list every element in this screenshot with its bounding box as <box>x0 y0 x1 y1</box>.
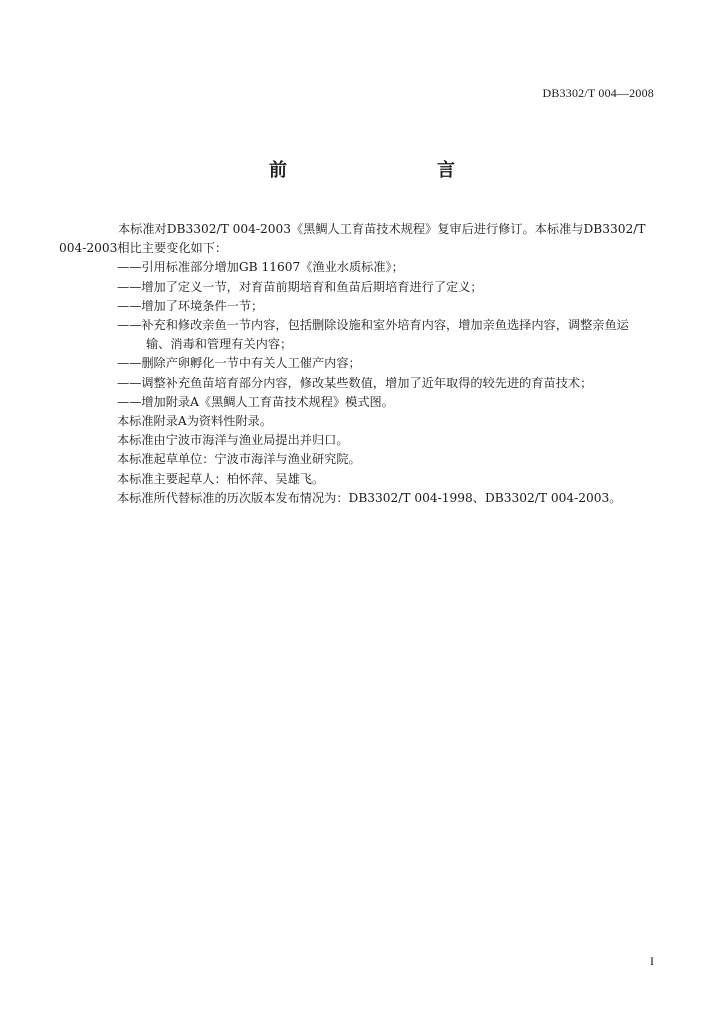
change-item: ——引用标准部分增加GB 11607《渔业水质标准》； <box>117 260 404 275</box>
foreword-body <box>59 220 668 508</box>
change-item: ——增加了环境条件一节； <box>117 298 264 313</box>
appendix-note: 本标准附录A为资料性附录。 <box>117 414 273 429</box>
version-history: 本标准所代替标准的历次版本发布情况为：DB3302/T 004-1998、DB3302/T 004-2003。 <box>117 490 622 505</box>
standard-code: DB3302/T 004—2008 <box>542 86 654 100</box>
page-number: I <box>650 954 654 968</box>
change-item: ——补充和修改亲鱼一节内容，包括删除设施和室外培育内容，增加亲鱼选择内容，调整亲鱼运 <box>117 318 629 333</box>
page-title: 前 言 <box>269 160 493 181</box>
drafters: 本标准主要起草人：柏怀萍、吴雄飞。 <box>117 471 325 486</box>
intro-line-1: 本标准对DB3302/T 004-2003《黑鲷人工育苗技术规程》复审后进行修订。本标准与DB3302/T <box>118 222 646 236</box>
drafting-unit: 本标准起草单位：宁波市海洋与渔业研究院。 <box>117 452 361 467</box>
proposed-by: 本标准由宁波市海洋与渔业局提出并归口。 <box>117 433 349 448</box>
intro-line-2: 004-2003相比主要变化如下： <box>59 241 228 256</box>
change-item: ——增加附录A《黑鲷人工育苗技术规程》模式图。 <box>117 394 394 409</box>
change-item: ——删除产卵孵化一节中有关人工催产内容； <box>117 356 361 371</box>
change-item: ——调整补充鱼苗培育部分内容，修改某些数值，增加了近年取得的较先进的育苗技术； <box>117 375 593 390</box>
change-item-continuation: 输、消毒和管理有关内容； <box>146 337 293 352</box>
change-item: ——增加了定义一节，对育苗前期培育和鱼苗后期培育进行了定义； <box>117 279 483 294</box>
